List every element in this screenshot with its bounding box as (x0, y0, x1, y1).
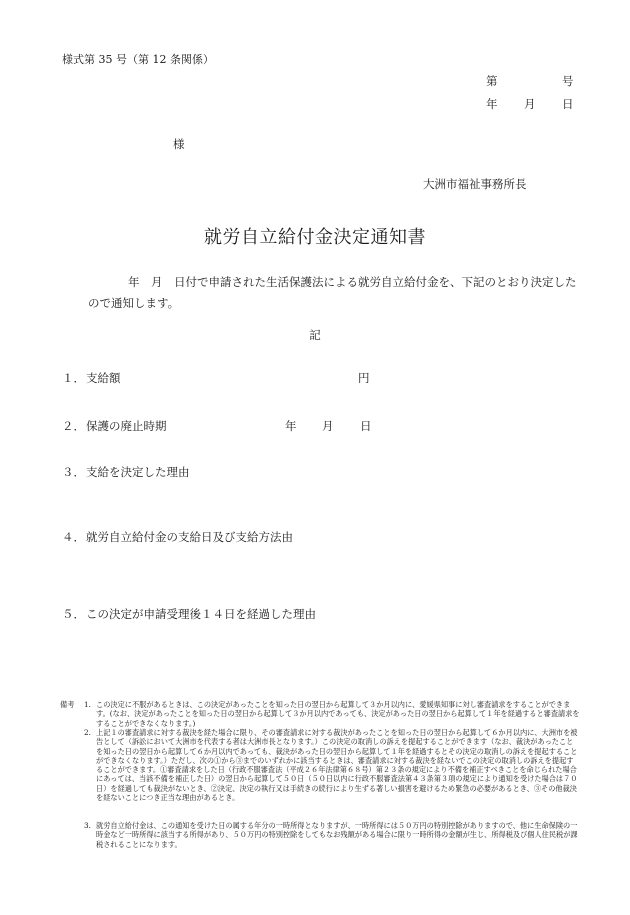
item-number: ５． (62, 607, 85, 621)
item-reason (62, 464, 190, 480)
ki-heading: 記 (309, 328, 321, 342)
note-text: この決定に不服があるときは、この決定があったことを知った日の翌日から起算して３か月以内に、愛媛県知事に対し審査請求をすることができます。(なお、決定があったことを知った日の翌日から起算して３か月以内であっても、決定があった日の翌日から起算して１年を経過すると審査請求をすることができなくなります。) (96, 700, 580, 728)
item-number: ３． (62, 465, 85, 479)
abolition-month: 月 (322, 419, 334, 433)
body-paragraph (88, 272, 578, 314)
form-number: 様式第 35 号（第 12 条関係） (62, 53, 214, 66)
issuer-name: 大洲市福祉事務所長 (423, 177, 527, 191)
item-label: 支給額 (86, 371, 121, 385)
abolition-day: 日 (360, 419, 372, 433)
note-number: 2. (84, 728, 91, 737)
item-abolition-date (62, 418, 167, 434)
item-payment-amount (62, 370, 121, 386)
abolition-year: 年 (285, 419, 297, 433)
item-number: ４． (62, 530, 85, 544)
item-delay-reason (62, 606, 316, 622)
item-number: １． (62, 371, 85, 385)
item-label: 支給を決定した理由 (86, 465, 190, 479)
body-text: 年 月 日付で申請された生活保護法による就労自立給付金を、下記のとおり決定したので通知します。 (88, 275, 577, 310)
note-text: 就労自立給付金は、この通知を受けた日の属する年分の一時所得となりますが、一時所得には５０万円の特別控除がありますので、他に生命保険の一時金など一時所得に該当する所得があり、５０万円の特別控除をしてもなお残額がある場合に限り一時所得の金額が生じ、所得税及び個人住民税が課税されることになります。 (96, 821, 578, 849)
item-payment-method (62, 529, 293, 545)
amount-unit: 円 (358, 371, 370, 385)
issue-date-day: 日 (562, 97, 574, 111)
number-prefix: 第 (486, 74, 498, 88)
item-label: 保護の廃止時期 (86, 419, 167, 433)
issue-date-month: 月 (524, 97, 536, 111)
item-label: 就労自立給付金の支給日及び支給方法由 (86, 530, 293, 544)
note-text: 上記１の審査請求に対する裁決を経た場合に限り、その審査請求に対する裁決があったことを知った日の翌日から起算して６か月以内に、大洲市を被告として（訴訟において大洲市を代表する者は大洲市長となります。）この決定の取消しの訴えを提起することができます（なお、裁決があったことを知った日の翌日から起算して６か月以内であっても、裁決があった日の翌日から起算して１年を経過するとその決定の取消しの訴えを提起することができなくなります。）ただし、次の①から③までのいずれかに該当するときは、審査請求に対する裁決を経ないでこの決定の取消しの訴えを提起することができます。①審査請求をした日（行政不服審査法（平成２６年法律第６８号）第２３条の規定により不備を補正すべきことを命じられた場合にあっては、当該不備を補正した日）の翌日から起算して５０日（５０日以内に行政不服審査法第４３条第３項の規定により通知を受けた場合は７０日）を経過しても裁決がないとき、②決定、決定の執行又は手続きの続行により生ずる著しい損害を避けるため緊急の必要があるとき、③その他裁決を経ないことにつき正当な理由があるとき。 (96, 728, 578, 803)
note-item (84, 821, 580, 849)
document-title: 就労自立給付金決定通知書 (204, 227, 426, 248)
item-number: ２． (62, 419, 85, 433)
note-item (84, 700, 580, 728)
notes-label: 備考 (60, 700, 75, 709)
note-number: 3. (84, 821, 91, 830)
recipient-honorific: 様 (173, 137, 185, 151)
note-number: 1. (84, 700, 91, 709)
issue-date-year: 年 (486, 97, 498, 111)
number-suffix: 号 (562, 74, 574, 88)
item-label: この決定が申請受理後１４日を経過した理由 (86, 607, 316, 621)
note-item (84, 728, 580, 802)
